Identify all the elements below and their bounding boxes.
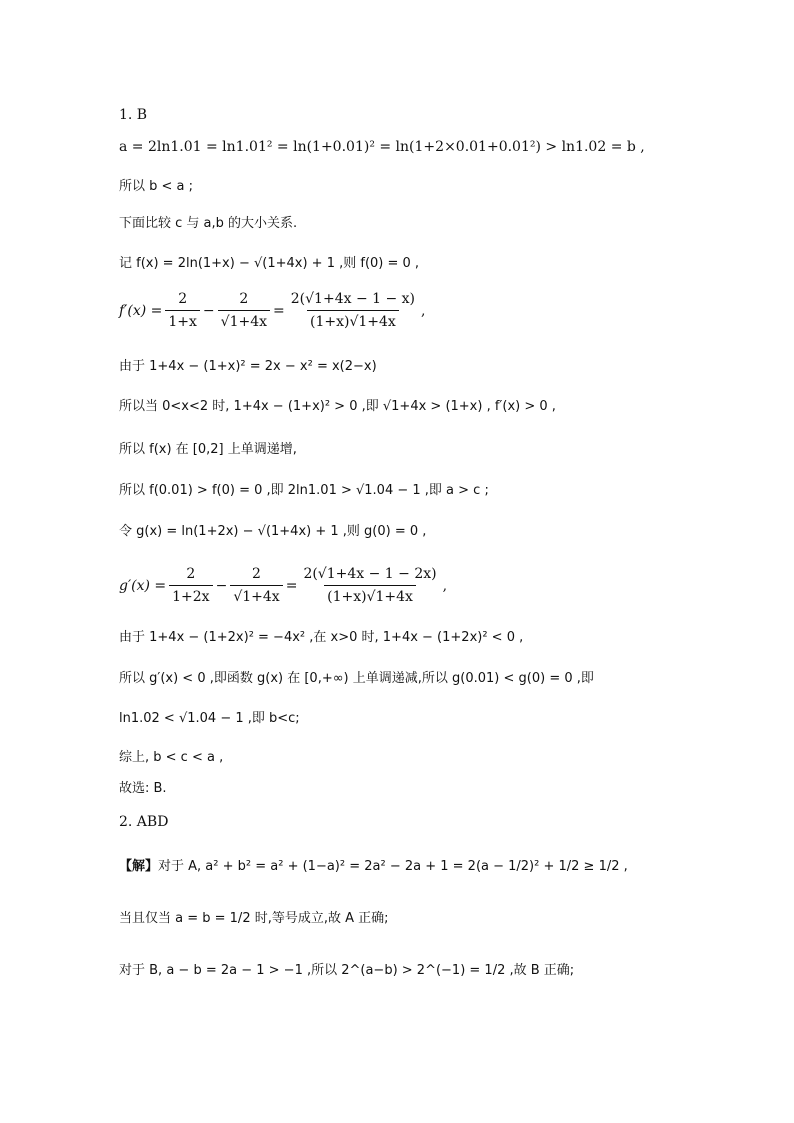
fraction-numerator: 2(√1+4x − 1 − x): [290, 291, 416, 307]
f-prime-fraction-2: [218, 290, 270, 331]
q1-f-conclusion: 所以 f(0.01) > f(0) = 0 ,即 2ln1.01 > √1.04 − 1 ,即 a > c ;: [119, 483, 489, 498]
f-prime-lhs: f′(x) =: [119, 302, 163, 319]
q1-define-f: 记 f(x) = 2ln(1+x) − √(1+4x) + 1 ,则 f(0) = 0 ,: [119, 256, 420, 271]
q1-compare-c: 下面比较 c 与 a,b 的大小关系.: [119, 216, 298, 231]
q1-when-0-2: 所以当 0<x<2 时, 1+4x − (1+x)² > 0 ,即 √1+4x > (1+x) , f′(x) > 0 ,: [119, 399, 556, 414]
g-prime-lhs: g′(x) =: [119, 577, 167, 594]
q1-increasing: 所以 f(x) 在 [0,2] 上单调递增,: [119, 442, 297, 457]
fraction-numerator: 2: [186, 566, 196, 582]
solution-tag: 【解】: [119, 859, 159, 874]
q2-part-a-2: 当且仅当 a = b = 1/2 时,等号成立,故 A 正确;: [119, 911, 389, 926]
q1-g-decreasing: 所以 g′(x) < 0 ,即函数 g(x) 在 [0,+∞) 上单调递减,所以 g(0.01) < g(0) = 0 ,即: [119, 671, 594, 686]
q1-summary: 综上, b < c < a ,: [119, 750, 224, 765]
q2-header: 2. ABD: [119, 814, 169, 830]
g-prime-fraction-2: [230, 565, 282, 606]
q1-since-2: 由于 1+4x − (1+2x)² = −4x² ,在 x>0 时, 1+4x − (1+2x)² < 0 ,: [119, 630, 524, 645]
q1-line-a: a = 2ln1.01 = ln1.01² = ln(1+0.01)² = ln(1+2×0.01+0.01²) > ln1.02 = b ,: [119, 139, 645, 155]
fraction-denominator: √1+4x: [230, 585, 282, 606]
fraction-denominator: 1+2x: [169, 585, 212, 606]
q2-part-a-1: [119, 858, 628, 876]
q2-part-a-text: 对于 A, a² + b² = a² + (1−a)² = 2a² − 2a + 1 = 2(a − 1/2)² + 1/2 ≥ 1/2 ,: [158, 859, 628, 874]
fraction-numerator: 2(√1+4x − 1 − 2x): [303, 566, 437, 582]
fraction-denominator: √1+4x: [218, 310, 270, 331]
q1-define-g: 令 g(x) = ln(1+2x) − √(1+4x) + 1 ,则 g(0) = 0 ,: [119, 524, 427, 539]
q1-b-less-a: 所以 b < a ;: [119, 179, 194, 194]
q1-header: 1. B: [119, 107, 148, 123]
q1-g-conclusion: ln1.02 < √1.04 − 1 ,即 b<c;: [119, 711, 300, 726]
fraction-numerator: 2: [239, 291, 249, 307]
fraction-denominator: (1+x)√1+4x: [307, 310, 399, 331]
q1-since-1: 由于 1+4x − (1+x)² = 2x − x² = x(2−x): [119, 359, 377, 374]
fraction-numerator: 2: [178, 291, 188, 307]
q1-f-prime: f′(x) = $\frac{2}{1+x}$ − $\frac{2}{√1+4x}$ = $\frac{2(√1+4x - 1 - x)}{(1+x)√1+4x}$ ,: [119, 291, 426, 330]
fraction-numerator: 2: [252, 566, 261, 582]
q2-part-b: 对于 B, a − b = 2a − 1 > −1 ,所以 2^(a−b) > 2^(−1) = 1/2 ,故 B 正确;: [119, 963, 575, 978]
q1-answer: 故选: B.: [119, 781, 167, 796]
f-prime-fraction-3: [288, 290, 418, 331]
q1-g-prime: g′(x) = $\frac{2}{1+2x}$ − $\frac{2}{√1+4x}$ = $\frac{2(√1+4x - 1 - 2x)}{(1+x)√1+4x}$ ,: [119, 566, 448, 605]
g-prime-fraction-1: [169, 565, 212, 606]
f-prime-fraction-1: [165, 290, 200, 331]
g-prime-fraction-3: [300, 565, 439, 606]
fraction-denominator: 1+x: [165, 310, 200, 331]
fraction-denominator: (1+x)√1+4x: [324, 585, 416, 606]
